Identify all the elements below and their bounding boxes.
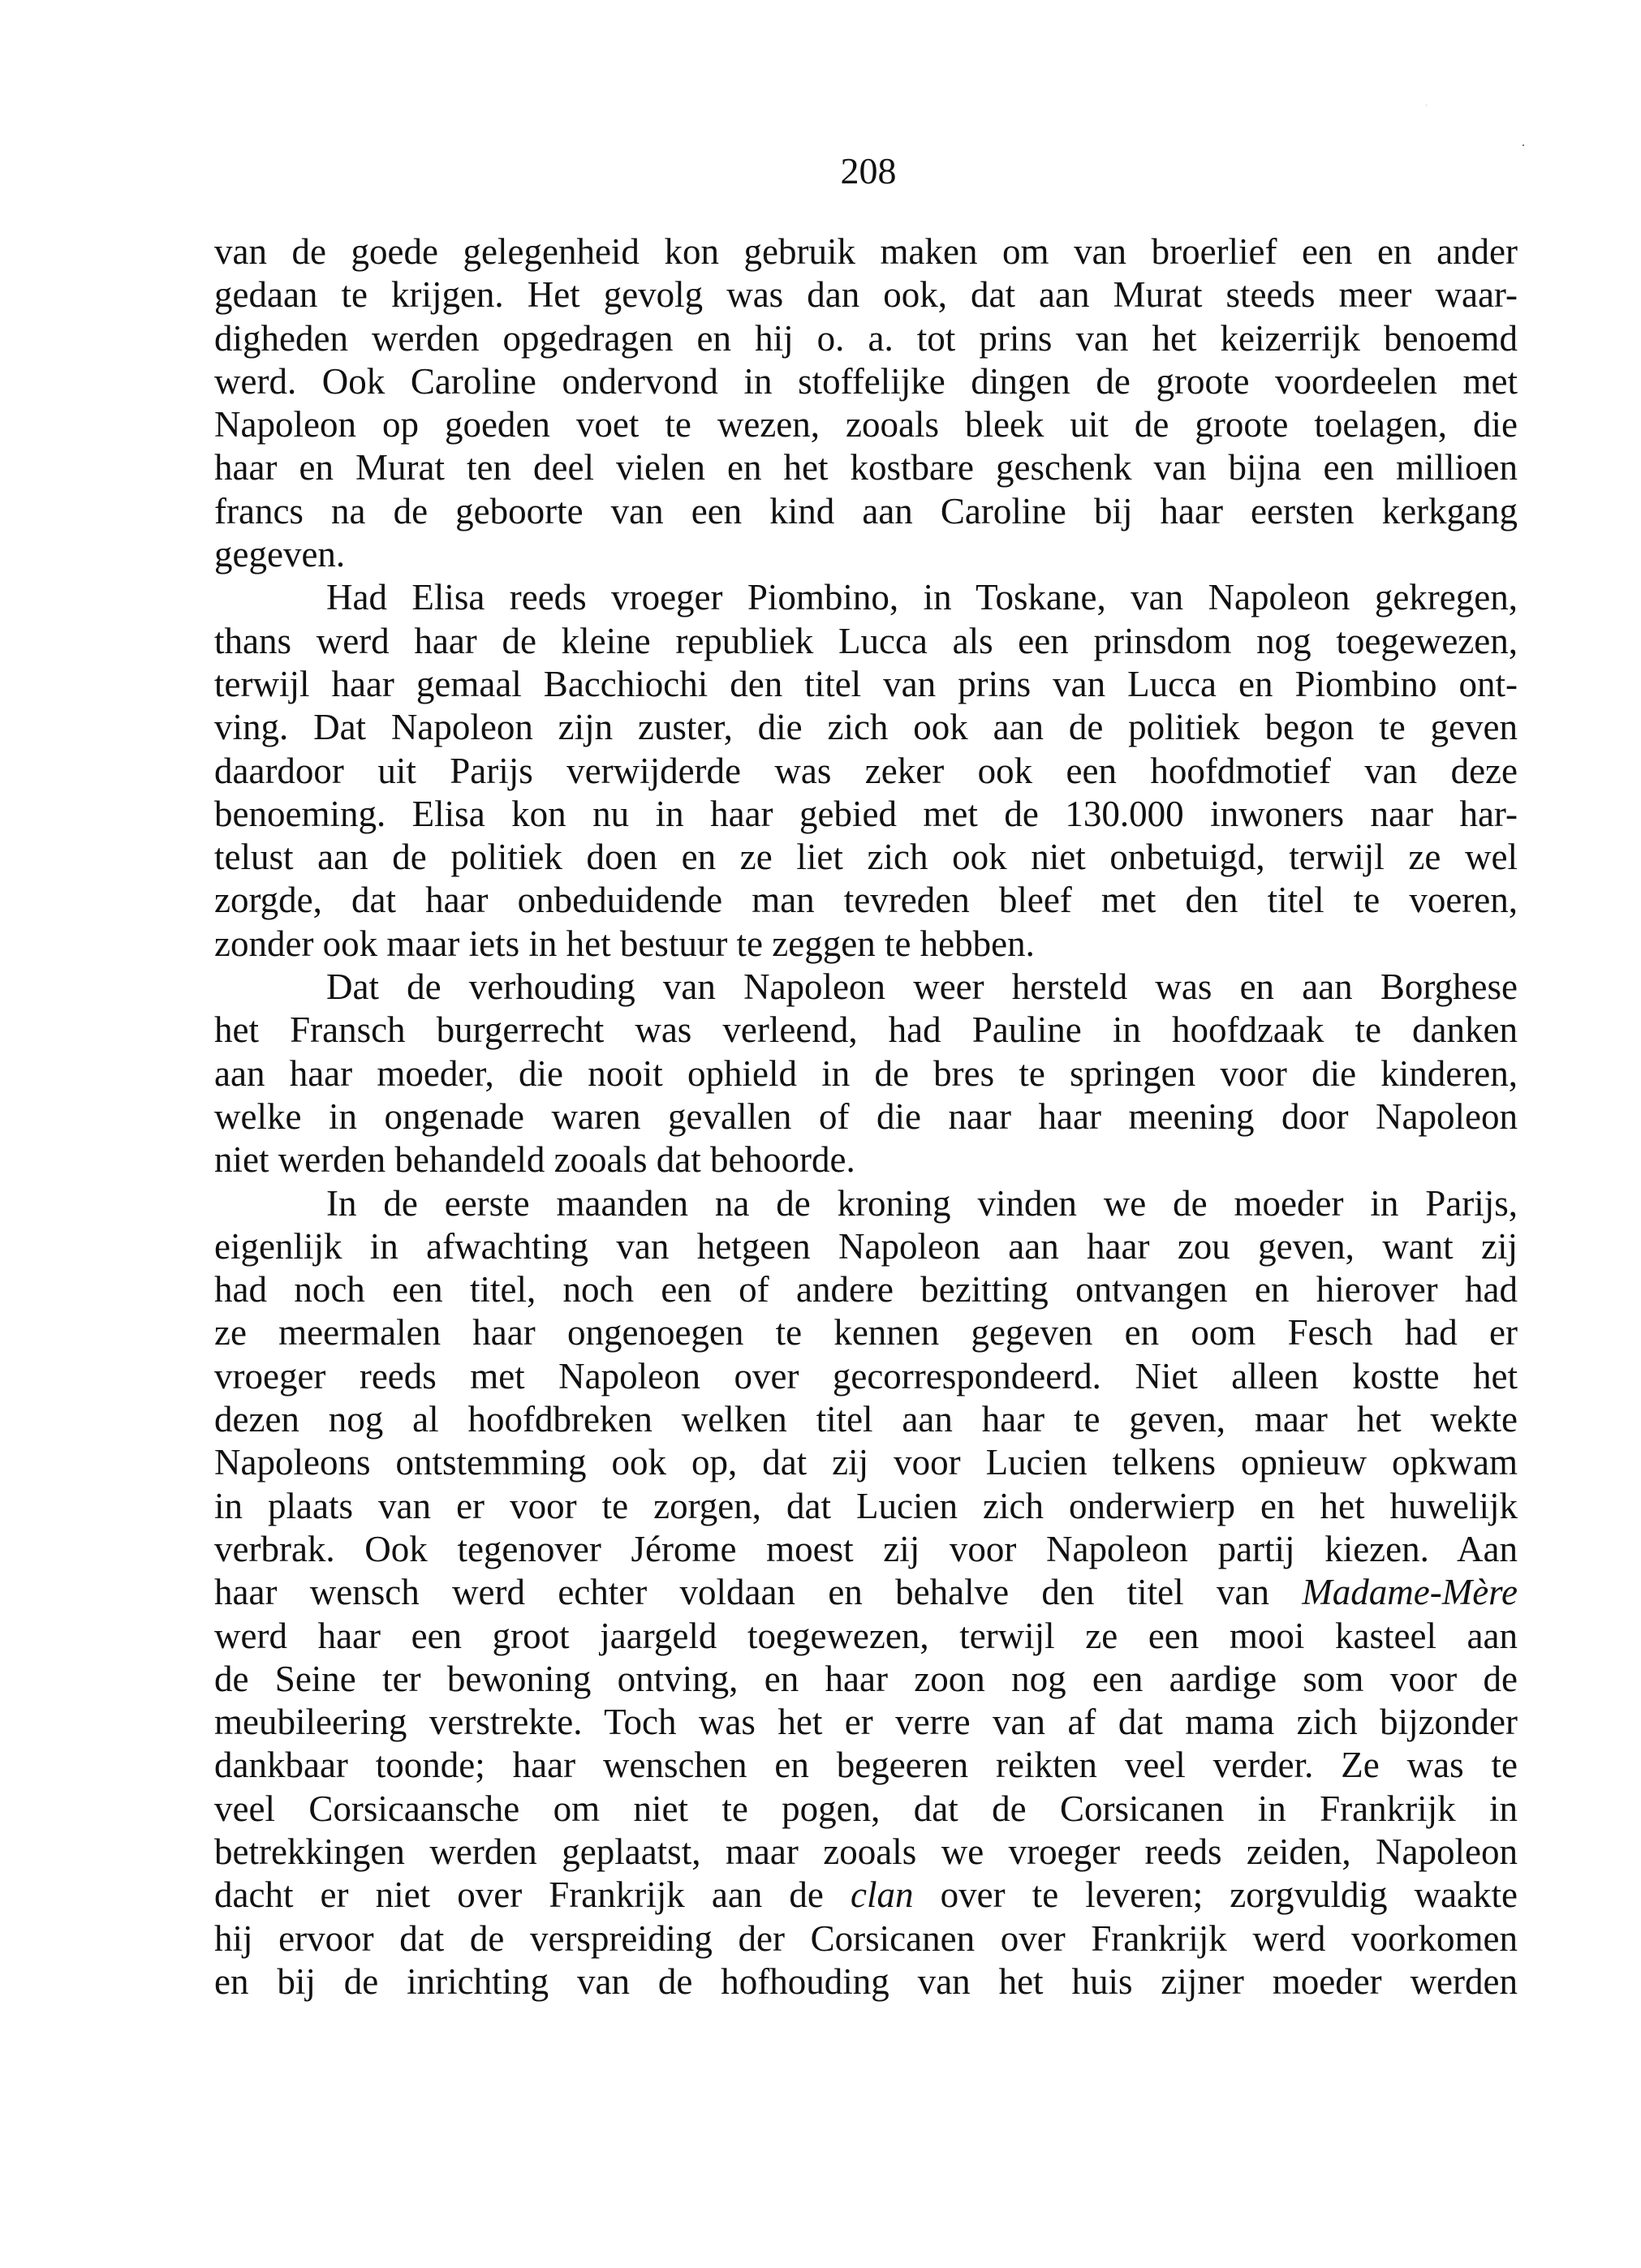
text-segment: veel Corsicaansche om niet te pogen, dat de Corsicanen in Frankrijk in [214,1788,1518,1829]
text-segment: in plaats van er voor te zorgen, dat Lucien zich onderwierp en het huwelijk [214,1485,1518,1526]
paragraph [214,230,1518,576]
text-segment: aan haar moeder, die nooit ophield in de bres te springen voor die kinderen, [214,1052,1518,1094]
text-line [214,1225,1518,1268]
text-segment: dankbaar toonde; haar wenschen en begeeren reikten veel verder. Ze was te [214,1745,1518,1786]
text-segment: welke in ongenade waren gevallen of die naar haar meening door Napoleon [214,1095,1518,1137]
text-segment: werd. Ook Caroline ondervond in stoffelijke dingen de groote voordeelen met [214,360,1518,402]
text-line [214,1311,1518,1354]
text-segment: In de eerste maanden na de kroning vinden we de moeder in Parijs, [326,1182,1518,1224]
text-line [214,620,1518,663]
text-line [214,446,1518,489]
text-line [214,923,1518,966]
text-line [214,1788,1518,1831]
text-line [214,1615,1518,1658]
text-segment: hij ervoor dat de verspreiding der Corsicanen over Frankrijk werd voorkomen [214,1917,1518,1959]
text-segment: de Seine ter bewoning ontving, en haar zoon nog een aardige som voor de [214,1658,1518,1699]
text-segment: over te leveren; zorgvuldig waakte [913,1874,1518,1916]
text-line [214,966,1518,1009]
italic-term: Madame-Mère [1302,1572,1518,1613]
text-line [214,1571,1518,1614]
text-line [214,1009,1518,1052]
text-line [214,1658,1518,1701]
text-segment: haar en Murat ten deel vielen en het kostbare geschenk van bijna een millioen [214,447,1518,488]
text-line [214,879,1518,922]
text-line [214,793,1518,836]
italic-term: clan [851,1874,914,1916]
text-segment: van de goede gelegenheid kon gebruik maken om van broerlief een en ander [214,231,1518,272]
text-line [214,1138,1518,1181]
text-line [214,663,1518,706]
body-text [214,230,1518,2003]
text-segment: telust aan de politiek doen en ze liet zich ook niet onbetuigd, terwijl ze wel [214,837,1518,878]
text-line [214,1182,1518,1225]
text-segment: niet werden behandeld zooals dat behoorde. [214,1139,855,1181]
text-segment: daardoor uit Parijs verwijderde was zeker ook een hoofdmotief van deze [214,750,1518,791]
text-line [214,1355,1518,1398]
text-segment: zonder ook maar iets in het bestuur te zeggen te hebben. [214,923,1035,964]
text-line [214,1528,1518,1571]
text-segment: haar wensch werd echter voldaan en behalve den titel van [214,1572,1303,1613]
text-segment: dacht er niet over Frankrijk aan de [214,1874,851,1916]
text-segment: Napoleon op goeden voet te wezen, zooals bleek uit de groote toelagen, die [214,404,1518,445]
text-line [214,1268,1518,1311]
text-segment: vroeger reeds met Napoleon over gecorrespondeerd. Niet alleen kostte het [214,1355,1518,1397]
text-line [214,1095,1518,1138]
text-line [214,1960,1518,2003]
text-segment: zorgde, dat haar onbeduidende man tevreden bleef met den titel te voeren, [214,880,1518,921]
text-line [214,1917,1518,1960]
text-segment: werd haar een groot jaargeld toegewezen, terwijl ze een mooi kasteel aan [214,1615,1518,1656]
text-line [214,1874,1518,1917]
text-line [214,360,1518,403]
text-segment: verbrak. Ook tegenover Jérome moest zij voor Napoleon partij kiezen. Aan [214,1528,1518,1569]
paragraph [214,576,1518,966]
paragraph [214,966,1518,1181]
text-segment: het Fransch burgerrecht was verleend, had Pauline in hoofdzaak te danken [214,1009,1518,1051]
text-line [214,1441,1518,1484]
text-segment: gegeven. [214,534,346,575]
text-segment: en bij de inrichting van de hofhouding van het huis zijner moeder werden [214,1960,1518,2002]
text-segment: digheden werden opgedragen en hij o. a. tot prins van het keizerrijk benoemd [214,317,1518,359]
text-segment: thans werd haar de kleine republiek Lucca als een prinsdom nog toegewezen, [214,620,1518,661]
text-line [214,576,1518,619]
text-segment: ze meermalen haar ongenoegen te kennen gegeven en oom Fesch had er [214,1312,1518,1353]
text-line [214,273,1518,316]
text-segment: gedaan te krijgen. Het gevolg was dan ook, dat aan Murat steeds meer waar- [214,274,1518,316]
text-line [214,1052,1518,1095]
text-segment: meubileering verstrekte. Toch was het er verre van af dat mama zich bijzonder [214,1702,1518,1743]
text-line [214,533,1518,576]
text-segment: ving. Dat Napoleon zijn zuster, die zich ook aan de politiek begon te geven [214,707,1518,748]
text-segment: Dat de verhouding van Napoleon weer hersteld was en aan Borghese [326,966,1518,1008]
text-line [214,1485,1518,1528]
text-segment: betrekkingen werden geplaatst, maar zooals we vroeger reeds zeiden, Napoleon [214,1831,1518,1872]
text-line [214,490,1518,533]
text-segment: benoeming. Elisa kon nu in haar gebied met de 130.000 inwoners naar har- [214,793,1518,834]
text-line [214,1744,1518,1787]
text-line [214,230,1518,273]
text-line [214,1398,1518,1441]
text-line [214,403,1518,446]
text-segment: had noch een titel, noch een of andere bezitting ontvangen en hierover had [214,1269,1518,1310]
paragraph [214,1182,1518,2004]
text-segment: dezen nog al hoofdbreken welken titel aan haar te geven, maar het wekte [214,1399,1518,1440]
text-line [214,836,1518,879]
page-number: 208 [840,150,897,192]
text-line [214,317,1518,360]
text-line [214,750,1518,793]
text-segment: Napoleons ontstemming ook op, dat zij voor Lucien telkens opnieuw opkwam [214,1442,1518,1483]
text-line [214,706,1518,749]
text-segment: Had Elisa reeds vroeger Piombino, in Toskane, van Napoleon gekregen, [326,577,1518,618]
scan-speck [1523,144,1524,146]
text-line [214,1701,1518,1744]
text-line [214,1831,1518,1874]
text-segment: eigenlijk in afwachting van hetgeen Napoleon aan haar zou geven, want zij [214,1225,1518,1267]
text-segment: francs na de geboorte van een kind aan Caroline bij haar eersten kerkgang [214,490,1518,531]
text-segment: terwijl haar gemaal Bacchiochi den titel van prins van Lucca en Piombino ont- [214,663,1518,704]
